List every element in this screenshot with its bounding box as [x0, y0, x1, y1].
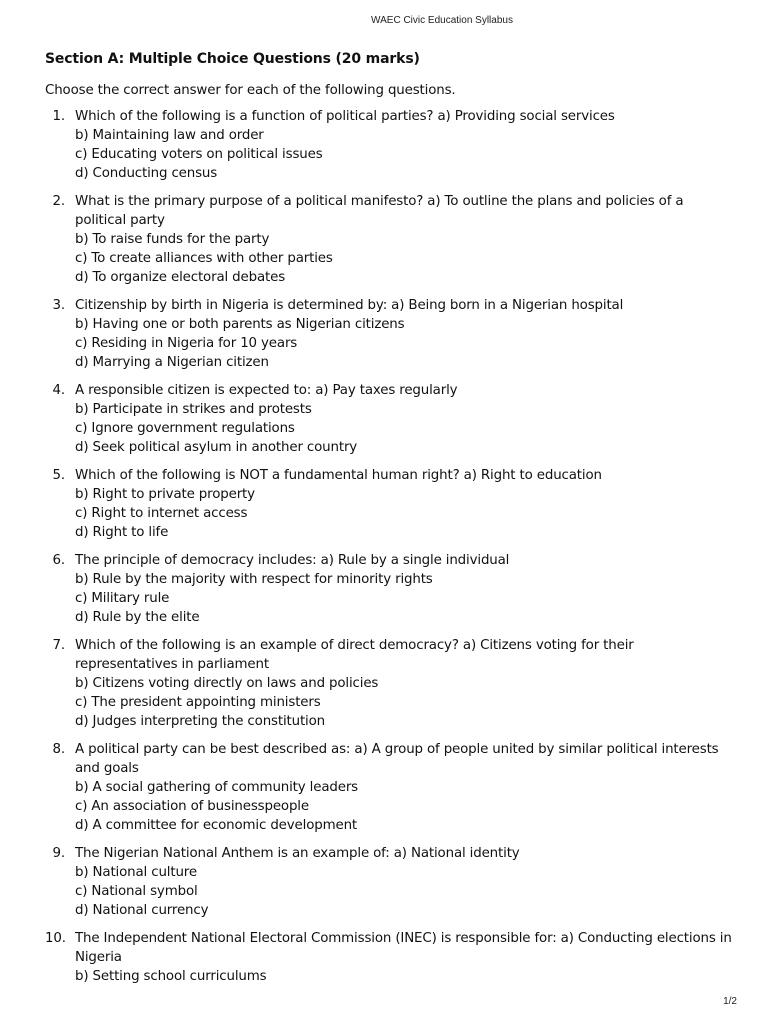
answer-option: b) Rule by the majority with respect for minority rights: [75, 572, 433, 587]
question-number: 8.: [52, 742, 65, 757]
question-item: [45, 466, 735, 542]
answer-option: d) To organize electoral debates: [75, 270, 286, 285]
question-item: [45, 296, 735, 372]
answer-option: d) Marrying a Nigerian citizen: [75, 355, 269, 370]
question-item: [45, 636, 735, 731]
question-stem: A political party can be best described as: a) A group of people united by similar political interests and goals: [75, 742, 719, 776]
question-stem: The Independent National Electoral Commission (INEC) is responsible for: a) Conducting elections in Nigeria: [75, 931, 732, 965]
page-header: WAEC Civic Education Syllabus: [371, 15, 513, 26]
answer-option: b) To raise funds for the party: [75, 232, 270, 247]
answer-option: b) Citizens voting directly on laws and policies: [75, 676, 379, 691]
answer-option: c) Residing in Nigeria for 10 years: [75, 336, 298, 351]
question-item: [45, 740, 735, 835]
question-stem: Which of the following is a function of political parties? a) Providing social services: [75, 109, 615, 124]
answer-option: d) National currency: [75, 903, 209, 918]
question-number: 1.: [52, 109, 65, 124]
question-number: 7.: [52, 638, 65, 653]
answer-option: c) To create alliances with other parties: [75, 251, 333, 266]
answer-option: c) Military rule: [75, 591, 170, 606]
question-number: 3.: [52, 298, 65, 313]
answer-option: b) A social gathering of community leaders: [75, 780, 358, 795]
question-number: 9.: [52, 846, 65, 861]
answer-option: b) Right to private property: [75, 487, 255, 502]
question-number: 5.: [52, 468, 65, 483]
question-stem: Citizenship by birth in Nigeria is determined by: a) Being born in a Nigerian hospital: [75, 298, 624, 313]
question-item: [45, 844, 735, 920]
section-instructions: Choose the correct answer for each of the following questions.: [45, 83, 456, 98]
question-stem: What is the primary purpose of a political manifesto? a) To outline the plans and policies of a political party: [75, 194, 684, 228]
question-stem: The Nigerian National Anthem is an example of: a) National identity: [75, 846, 520, 861]
answer-option: b) Having one or both parents as Nigerian citizens: [75, 317, 405, 332]
question-item: [45, 107, 735, 183]
answer-option: d) Right to life: [75, 525, 169, 540]
answer-option: b) Setting school curriculums: [75, 969, 267, 984]
answer-option: c) Educating voters on political issues: [75, 147, 323, 162]
answer-option: b) Maintaining law and order: [75, 128, 264, 143]
question-stem: A responsible citizen is expected to: a) Pay taxes regularly: [75, 383, 458, 398]
answer-option: c) An association of businesspeople: [75, 799, 309, 814]
answer-option: c) The president appointing ministers: [75, 695, 321, 710]
answer-option: d) Conducting census: [75, 166, 218, 181]
section-title: Section A: Multiple Choice Questions (20 marks): [45, 51, 420, 67]
answer-option: d) A committee for economic development: [75, 818, 358, 833]
answer-option: d) Judges interpreting the constitution: [75, 714, 326, 729]
page-number: 1/2: [723, 996, 737, 1007]
question-stem: Which of the following is an example of direct democracy? a) Citizens voting for their representatives in parliament: [75, 638, 634, 672]
document-body: [45, 50, 735, 995]
question-number: 2.: [52, 194, 65, 209]
question-stem: Which of the following is NOT a fundamental human right? a) Right to education: [75, 468, 602, 483]
answer-option: c) National symbol: [75, 884, 198, 899]
question-stem: The principle of democracy includes: a) Rule by a single individual: [75, 553, 510, 568]
answer-option: b) National culture: [75, 865, 197, 880]
question-item: [45, 929, 735, 986]
question-list: [45, 107, 735, 986]
question-item: [45, 192, 735, 287]
answer-option: b) Participate in strikes and protests: [75, 402, 312, 417]
question-item: [45, 551, 735, 627]
answer-option: c) Right to internet access: [75, 506, 248, 521]
question-number: 4.: [52, 383, 65, 398]
question-number: 6.: [52, 553, 65, 568]
answer-option: d) Seek political asylum in another country: [75, 440, 358, 455]
answer-option: d) Rule by the elite: [75, 610, 200, 625]
answer-option: c) Ignore government regulations: [75, 421, 295, 436]
question-item: [45, 381, 735, 457]
question-number: 10.: [45, 931, 66, 946]
